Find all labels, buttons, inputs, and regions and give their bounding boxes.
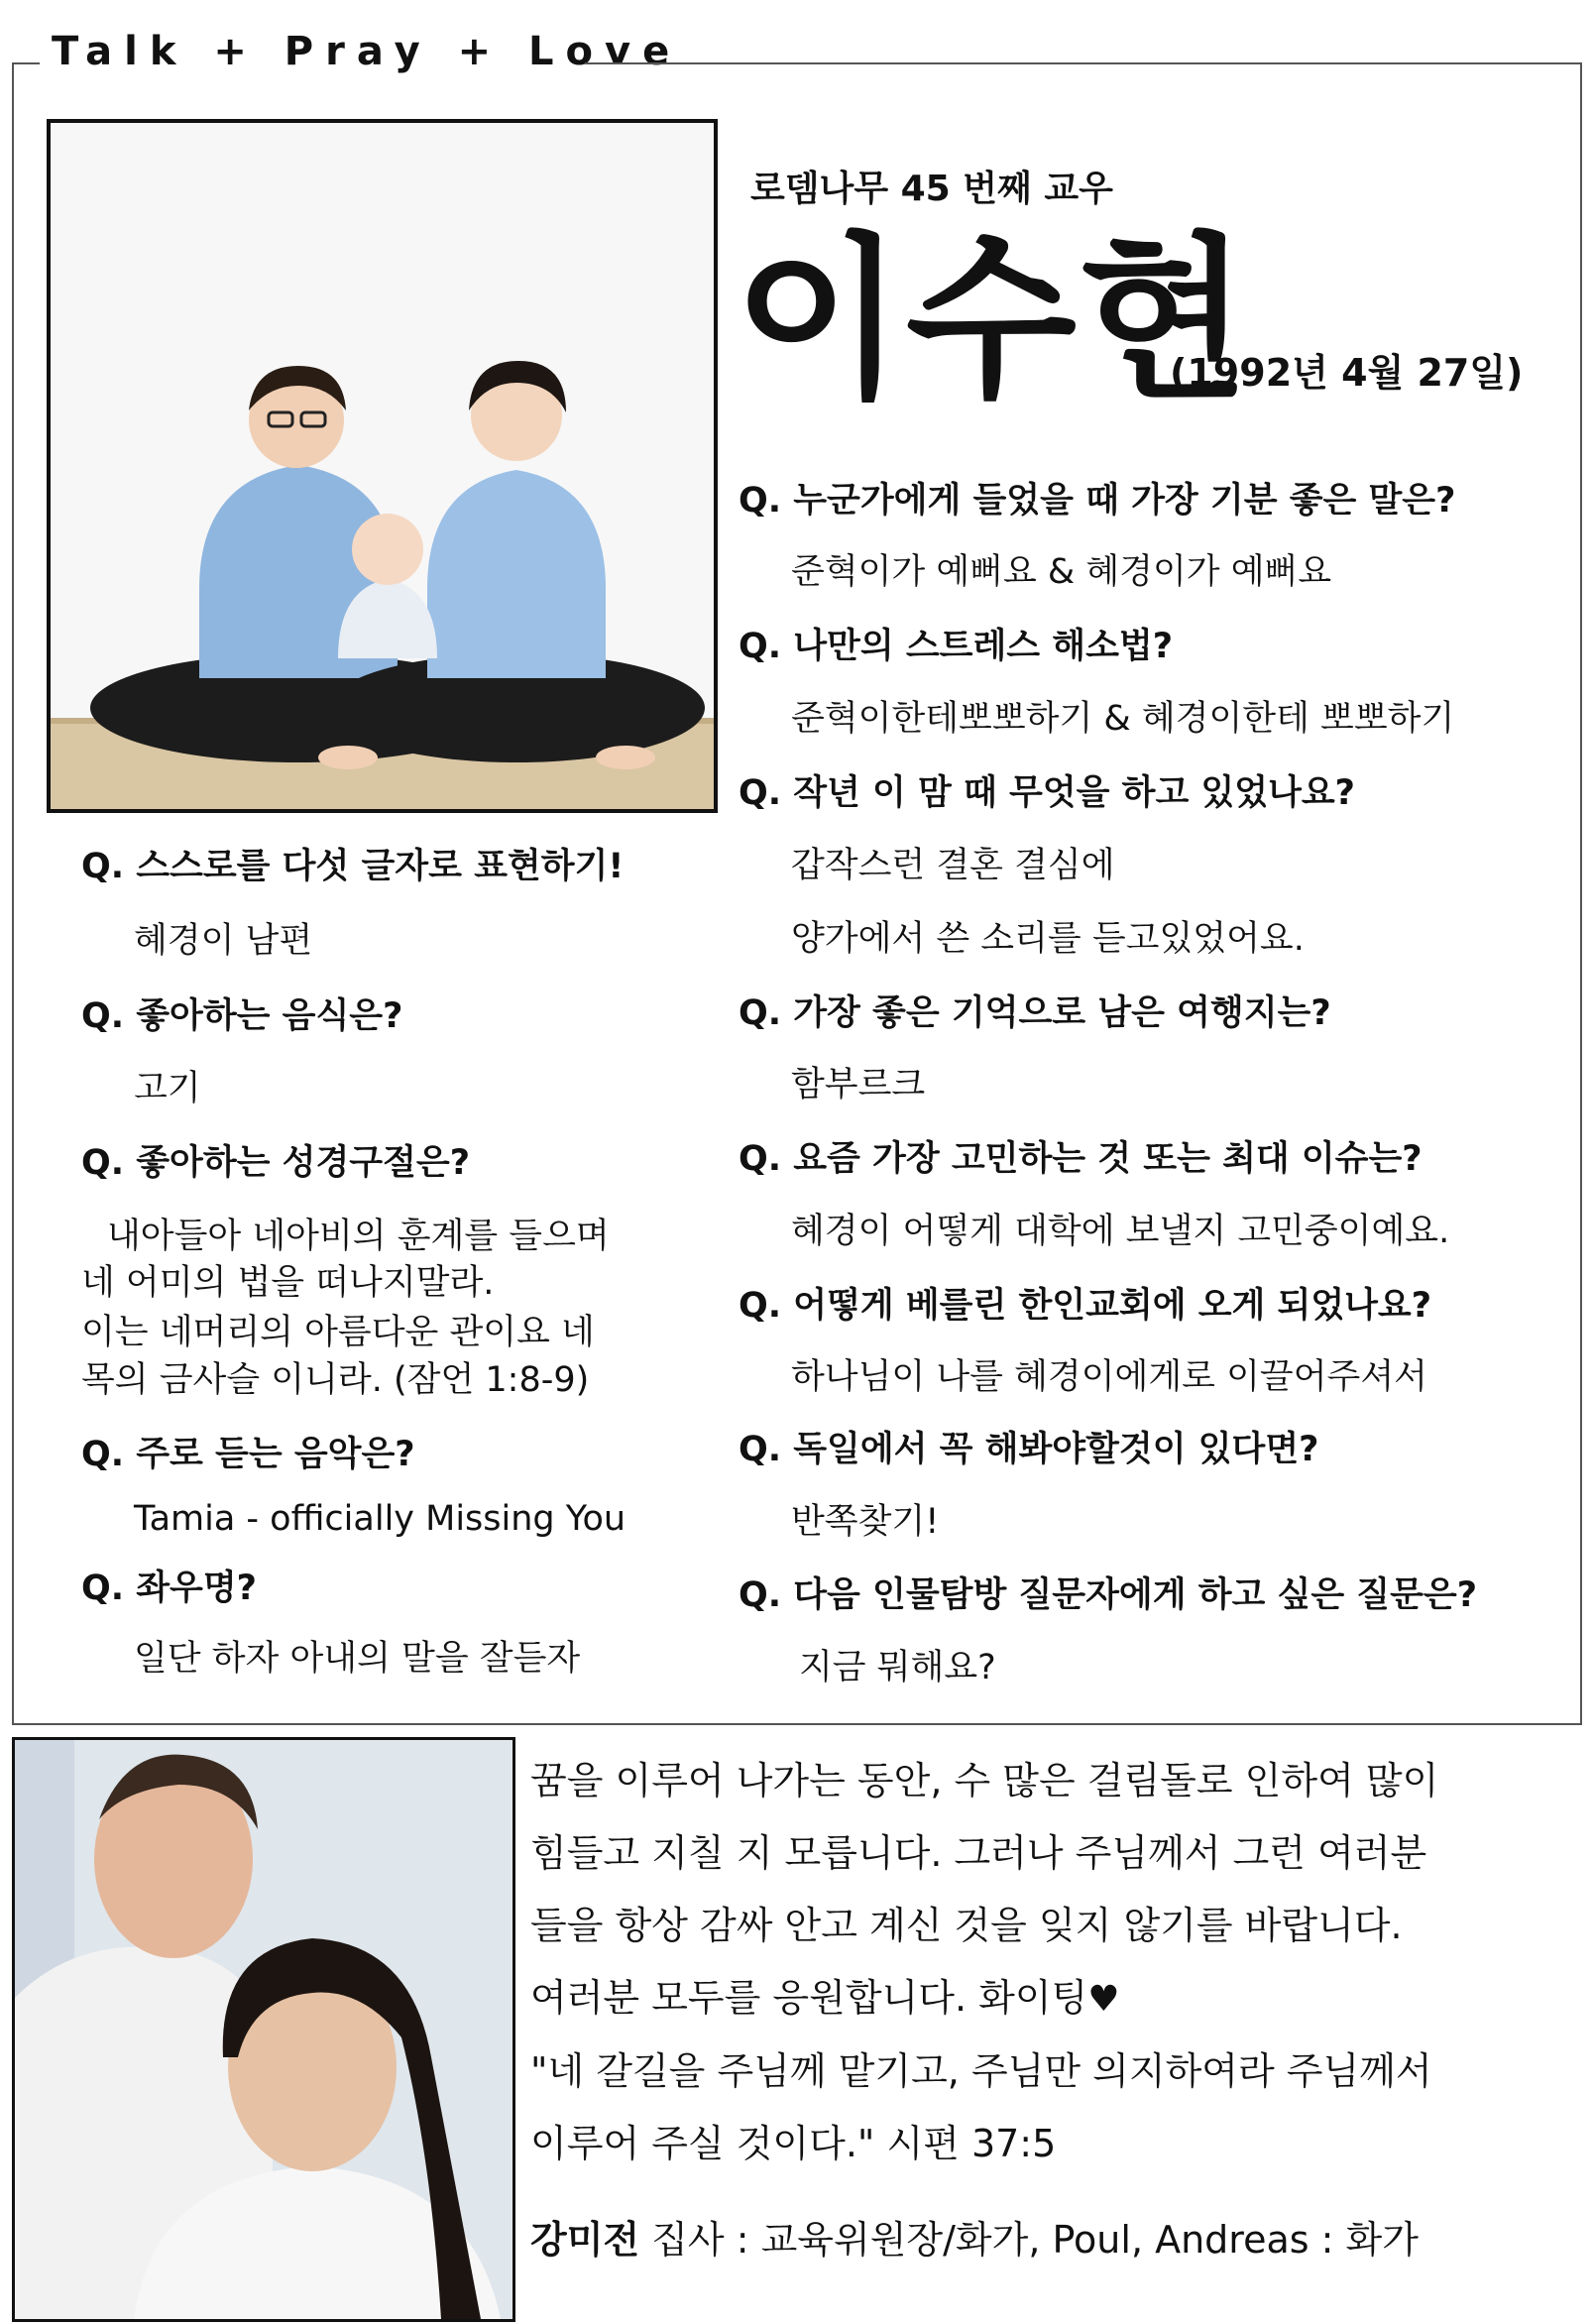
profile-birthdate: (1992년 4월 27일) [1170, 351, 1524, 395]
right-answer: 지금 뭐해요? [799, 1648, 996, 1687]
closing-line: "네 갈길을 주님께 맡기고, 주님만 의지하여라 주님께서 [530, 2049, 1432, 2093]
left-question: Q. 좋아하는 음식은? [81, 996, 403, 1036]
closing-line: 힘들고 지칠 지 모릅니다. 그러나 주님께서 그런 여러분 [530, 1831, 1427, 1875]
signature-name: 강미전 [530, 2218, 640, 2262]
left-question: Q. 스스로를 다섯 글자로 표현하기! [81, 847, 625, 886]
left-question: Q. 주로 듣는 음악은? [81, 1435, 415, 1474]
closing-line-text: 여러분 모두를 응원합니다. 화이팅 [530, 1976, 1088, 2020]
right-answer: 반쪽찾기! [791, 1502, 940, 1542]
profile-subtitle: 로뎀나무 45 번째 교우 [750, 169, 1113, 209]
right-question: Q. 어떻게 베를린 한인교회에 오게 되었나요? [739, 1286, 1432, 1326]
heart-icon: ♥ [1087, 1979, 1120, 2020]
couple-photo [12, 1737, 515, 2322]
right-question: Q. 다음 인물탐방 질문자에게 하고 싶은 질문은? [739, 1575, 1478, 1615]
family-photo-illustration [51, 123, 714, 809]
left-answer-line: 목의 금사슬 이니라. (잠언 1:8-9) [81, 1360, 590, 1400]
left-answer-line: 이는 네머리의 아름다운 관이요 네 [81, 1313, 595, 1352]
right-question: Q. 요즘 가장 고민하는 것 또는 최대 이슈는? [739, 1139, 1423, 1179]
right-answer-line: 양가에서 쓴 소리를 듣고있었어요. [791, 919, 1305, 959]
header-title: Talk + Pray + Love [52, 29, 682, 74]
profile-name: 이수현 [734, 217, 1251, 422]
closing-message [530, 1745, 1581, 2180]
left-answer-line: 내아들아 네아비의 훈계를 들으며 [107, 1217, 610, 1256]
left-answer-line: 네 어미의 법을 떠나지말라. [81, 1263, 495, 1303]
right-question: Q. 누군가에게 들었을 때 가장 기분 좋은 말은? [739, 481, 1456, 521]
left-answer: 일단 하자 아내의 말을 잘듣자 [134, 1639, 581, 1679]
right-question: Q. 독일에서 꼭 해봐야할것이 있다면? [739, 1430, 1319, 1469]
closing-line: 꿈을 이루어 나가는 동안, 수 많은 걸림돌로 인하여 많이 [530, 1759, 1439, 1802]
left-question: Q. 좋아하는 성경구절은? [81, 1143, 471, 1183]
right-answer: 혜경이 어떻게 대학에 보낼지 고민중이예요. [791, 1212, 1450, 1251]
left-answer: 혜경이 남편 [134, 921, 313, 961]
right-answer: 함부르크 [791, 1065, 926, 1104]
closing-line: 이루어 주실 것이다." 시편 37:5 [530, 2122, 1057, 2165]
signature [530, 2209, 1419, 2264]
right-answer: 준혁이한테뽀뽀하기 & 혜경이한테 뽀뽀하기 [791, 699, 1455, 739]
right-question: Q. 가장 좋은 기억으로 남은 여행지는? [739, 993, 1331, 1033]
closing-line [530, 1962, 1581, 2035]
family-photo [47, 119, 718, 813]
left-answer: Tamia - officially Missing You [134, 1499, 626, 1539]
right-answer: 하나님이 나를 혜경이에게로 이끌어주셔서 [791, 1357, 1427, 1397]
right-answer-line: 갑작스런 결혼 결심에 [791, 846, 1115, 885]
right-question: Q. 나만의 스트레스 해소법? [739, 627, 1174, 666]
closing-line: 들을 항상 감싸 안고 계신 것을 잊지 않기를 바랍니다. [530, 1904, 1403, 1947]
signature-role: 집사 : 교육위원장/화가, Poul, Andreas : 화가 [639, 2218, 1419, 2262]
left-question: Q. 좌우명? [81, 1569, 257, 1608]
left-answer: 고기 [134, 1069, 201, 1108]
right-answer: 준혁이가 예뻐요 & 혜경이가 예뻐요 [791, 552, 1332, 592]
couple-photo-illustration [15, 1740, 512, 2319]
right-question: Q. 작년 이 맘 때 무엇을 하고 있었나요? [739, 773, 1355, 813]
